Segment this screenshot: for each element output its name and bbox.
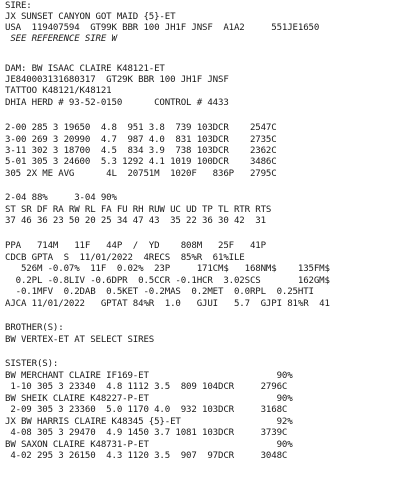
sister-name: BW SHEIK CLAIRE K48227-P-ET 90% (5, 394, 293, 404)
cdcb-gpta-line: CDCB GPTA S 11/01/2022 4RECS 85%R 61%ILE (5, 253, 245, 263)
gpta-health-line: 0.2PL -0.8LIV -0.6DPR 0.5CCR -0.1HCR 3.02SCS 162GM$ (5, 276, 330, 286)
sister-record: 4-02 295 3 26150 4.3 1120 3.5 907 97DCR 3048C (5, 451, 288, 461)
type-traits-header: ST SR DF RA RW RL FA FU RH RUW UC UD TP TL RTR RTS (5, 205, 272, 215)
sire-name: JX SUNSET CANYON GOT MAID {5}-ET (5, 12, 176, 22)
dam-registration: JE840003131680317 GT29K BBR 100 JH1F JNSF (5, 75, 229, 85)
lactation-record: 5-01 305 3 24600 5.3 1292 4.1 1019 100DCR 3486C (5, 157, 277, 167)
gpta-wellness-line: -0.1MFV 0.2DAB 0.5KET -0.2MAS 0.2MET 0.0RPL 0.25HTI (5, 287, 314, 297)
sister-record: 2-09 305 3 23360 5.0 1170 4.0 932 103DCR 3168C (5, 405, 288, 415)
sire-reference-note: SEE REFERENCE SIRE W (5, 34, 117, 44)
ajca-line: AJCA 11/01/2022 GPTAT 84%R 1.0 GJUI 5.7 GJPI 81%R 41 (5, 299, 330, 309)
sisters-heading: SISTER(S): (5, 359, 59, 369)
dam-tattoo: TATTOO K48121/K48121 (5, 86, 112, 96)
sister-name: BW SAXON CLAIRE K48731-P-ET 90% (5, 440, 293, 450)
lactation-me-average: 305 2X ME AVG 4L 20751M 1020F 836P 2795C (5, 169, 277, 179)
dam-herd-control: DHIA HERD # 93-52-0150 CONTROL # 4433 (5, 98, 229, 108)
lactation-record: 2-00 285 3 19650 4.8 951 3.8 739 103DCR 2547C (5, 123, 277, 133)
sire-registration: USA 119407594 GT99K BBR 100 JH1F JNSF A1A2 551JE1650 (5, 23, 320, 33)
ppa-line: PPA 714M 11F 44P / YD 808M 25F 41P (5, 241, 266, 251)
sire-heading: SIRE: (5, 1, 32, 11)
sister-name: BW MERCHANT CLAIRE IF169-ET 90% (5, 371, 293, 381)
dam-name: DAM: BW ISAAC CLAIRE K48121-ET (5, 64, 165, 74)
type-scores: 2-04 88% 3-04 90% (5, 193, 117, 203)
lactation-record: 3-11 302 3 18700 4.5 834 3.9 738 103DCR 2362C (5, 146, 277, 156)
brother-entry: BW VERTEX-ET AT SELECT SIRES (5, 335, 155, 345)
gpta-production-line: 526M -0.07% 11F 0.02% 23P 171CM$ 168NM$ 135FM$ (5, 264, 330, 274)
sister-record: 4-08 305 3 29470 4.9 1450 3.7 1081 103DCR 3739C (5, 428, 288, 438)
lactation-record: 3-00 269 3 20990 4.7 987 4.0 831 103DCR 2735C (5, 135, 277, 145)
brothers-heading: BROTHER(S): (5, 323, 64, 333)
sister-record: 1-10 305 3 23340 4.8 1112 3.5 809 104DCR 2796C (5, 382, 288, 392)
type-traits-values: 37 46 36 23 50 20 25 34 47 43 35 22 36 30 42 31 (5, 216, 266, 226)
sister-name: JX BW HARRIS CLAIRE K48345 {5}-ET 92% (5, 417, 293, 427)
